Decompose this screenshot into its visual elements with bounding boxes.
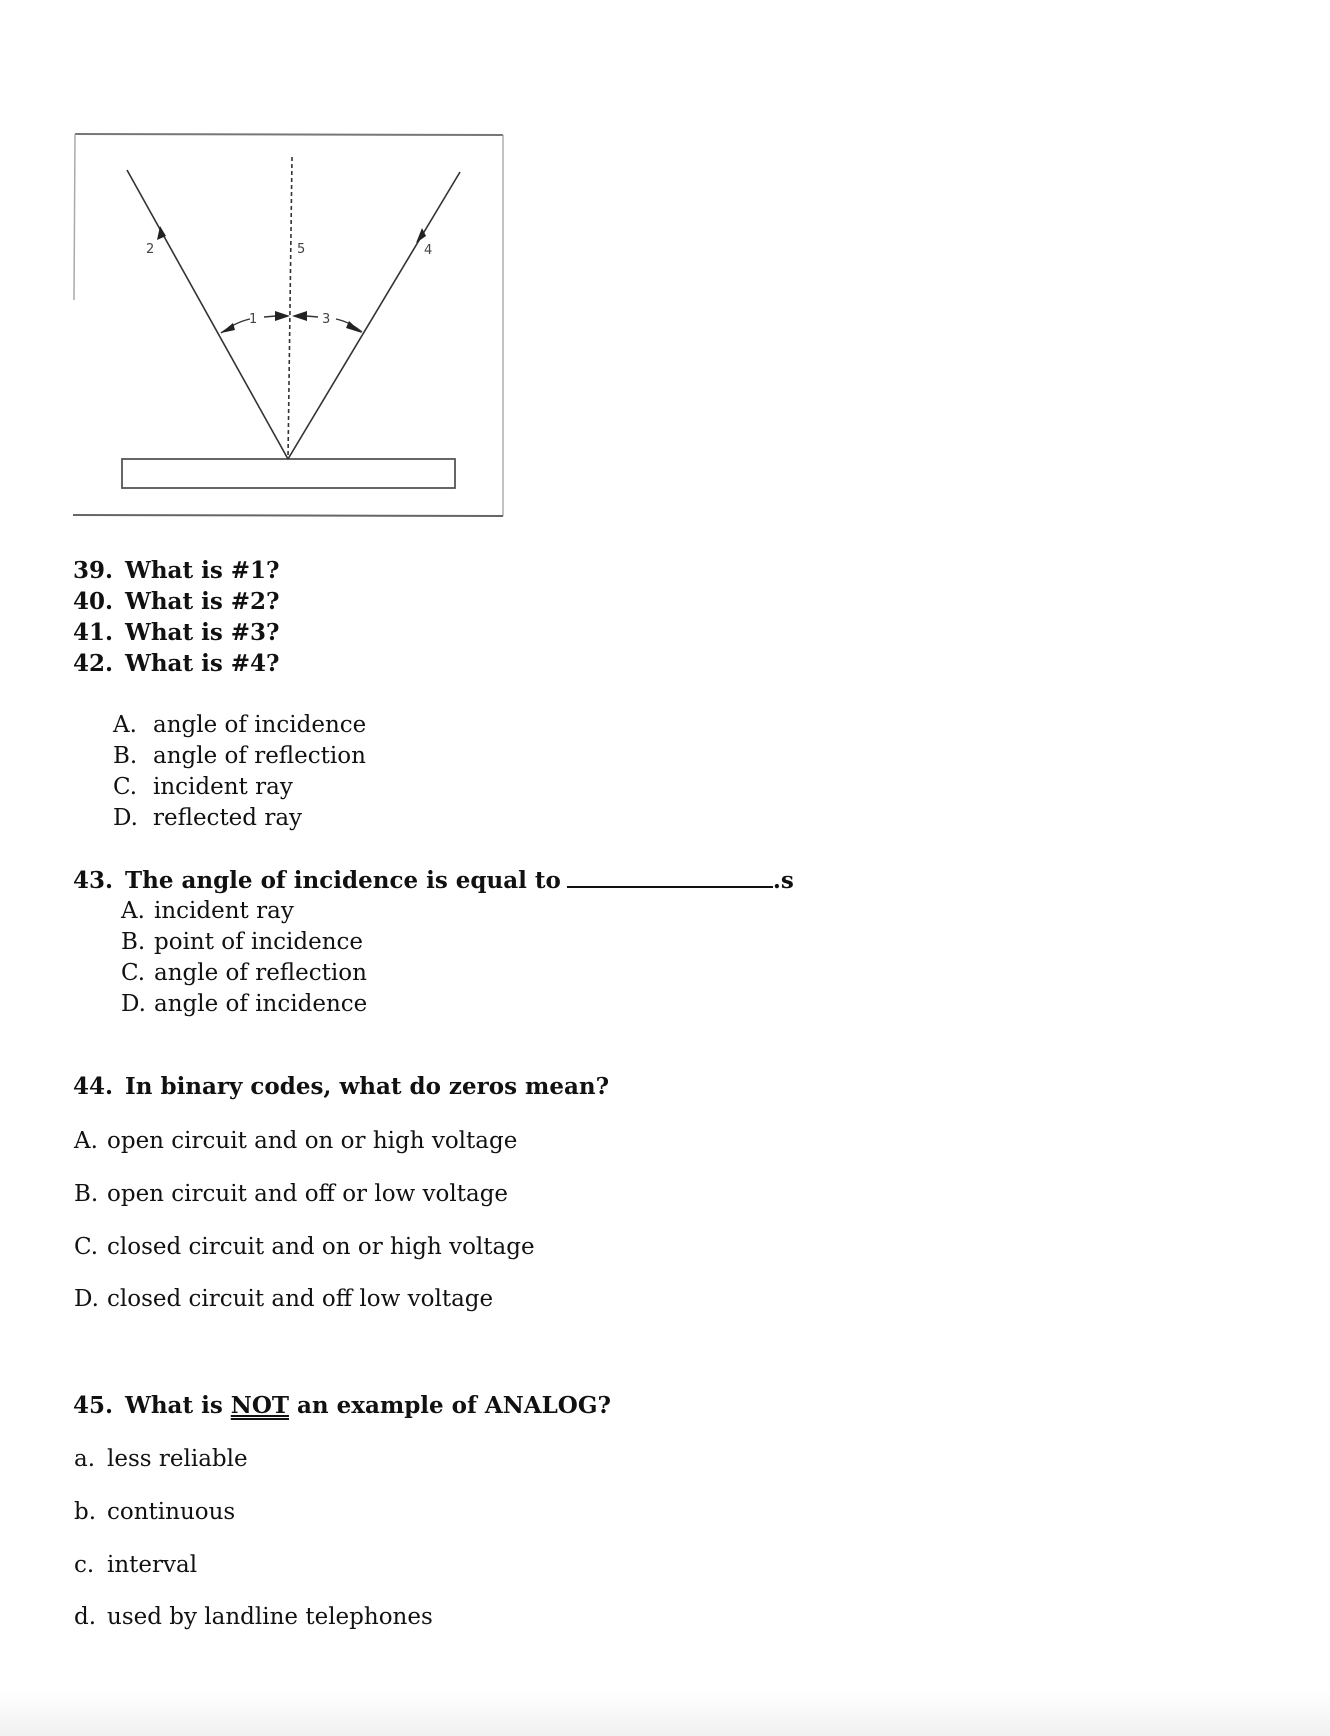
option-text: reflected ray [153,805,303,831]
question-text: The angle of incidence is equal to [125,867,561,894]
label-5: 5 [297,242,306,257]
label-3: 3 [322,312,331,327]
option-text: angle of reflection [154,960,367,986]
option-b [74,1179,508,1209]
option-d [113,803,302,833]
option-a [113,710,366,740]
question-text: What is #1? [125,557,280,584]
option-c [74,1232,535,1262]
option-b [121,927,363,957]
option-c [74,1550,197,1580]
option-letter: B. [121,929,146,955]
option-letter: B. [113,743,138,769]
option-letter: c. [74,1552,95,1578]
question-text: What is #2? [125,588,280,615]
option-b [74,1497,235,1527]
option-d [74,1284,493,1314]
option-letter: C. [121,960,146,986]
question-number: 41. [73,619,114,646]
option-c [113,772,293,802]
incident-ray [288,172,460,459]
option-text: point of incidence [154,929,364,955]
option-a [121,896,294,926]
option-text: incident ray [153,774,293,800]
question-text: What is #3? [125,619,280,646]
option-c [121,958,367,988]
option-text: closed circuit and on or high voltage [107,1234,535,1260]
question-text-after: an example of ANALOG? [297,1392,611,1419]
question-45 [73,1391,611,1421]
label-4: 4 [424,243,433,258]
question-suffix: .s [772,867,794,894]
option-letter: D. [74,1286,99,1312]
question-text: In binary codes, what do zeros mean? [125,1073,610,1100]
reflection-diagram [0,0,520,530]
question-43 [73,864,794,896]
angle-3-left-arrowhead [292,311,307,321]
option-letter: A. [113,712,137,738]
option-text: interval [107,1552,198,1578]
option-text: angle of incidence [153,712,367,738]
label-2: 2 [146,242,155,257]
option-letter: A. [74,1128,98,1154]
question-number: 45. [73,1392,114,1419]
question-emphasis: NOT [230,1392,289,1419]
option-letter: b. [74,1499,97,1525]
option-text: angle of reflection [153,743,366,769]
option-text: less reliable [107,1446,248,1472]
question-number: 43. [73,867,114,894]
option-a [74,1126,517,1156]
option-a [74,1444,248,1474]
question-40 [73,587,280,617]
question-39 [73,556,280,586]
question-41 [73,618,280,648]
option-text: closed circuit and off low voltage [107,1286,494,1312]
option-d [121,989,367,1019]
question-number: 39. [73,557,114,584]
option-letter: A. [121,898,145,924]
angle-1-right-arrowhead [275,311,290,321]
question-44 [73,1072,609,1102]
option-text: used by landline telephones [107,1604,433,1630]
question-number: 42. [73,650,114,677]
normal-line [288,157,292,459]
option-letter: a. [74,1446,96,1472]
option-letter: C. [74,1234,99,1260]
frame-bottom-line [73,515,503,516]
option-letter: D. [113,805,138,831]
reflected-ray [127,170,288,459]
option-text: continuous [107,1499,236,1525]
question-number: 40. [73,588,114,615]
option-letter: C. [113,774,138,800]
option-letter: D. [121,991,146,1017]
angle-3-left-dash [306,316,318,317]
label-1: 1 [249,312,258,327]
page-bottom-shadow [0,1690,1330,1736]
option-text: angle of incidence [154,991,368,1017]
question-number: 44. [73,1073,114,1100]
question-text: What is #4? [125,650,280,677]
option-text: open circuit and on or high voltage [107,1128,518,1154]
frame-top-line [75,134,503,135]
option-b [113,741,366,771]
angle-3-right-arrowhead [346,321,362,333]
angle-1-left-arrowhead [221,323,235,333]
option-text: incident ray [154,898,294,924]
option-d [74,1602,433,1632]
answer-blank[interactable] [567,864,773,888]
option-text: open circuit and off or low voltage [107,1181,509,1207]
question-text-before: What is [125,1392,223,1419]
option-letter: d. [74,1604,97,1630]
mirror-surface [122,459,455,488]
question-42 [73,649,280,679]
angle-1-right-dash [264,316,276,317]
option-letter: B. [74,1181,99,1207]
frame-left-line [74,134,75,300]
